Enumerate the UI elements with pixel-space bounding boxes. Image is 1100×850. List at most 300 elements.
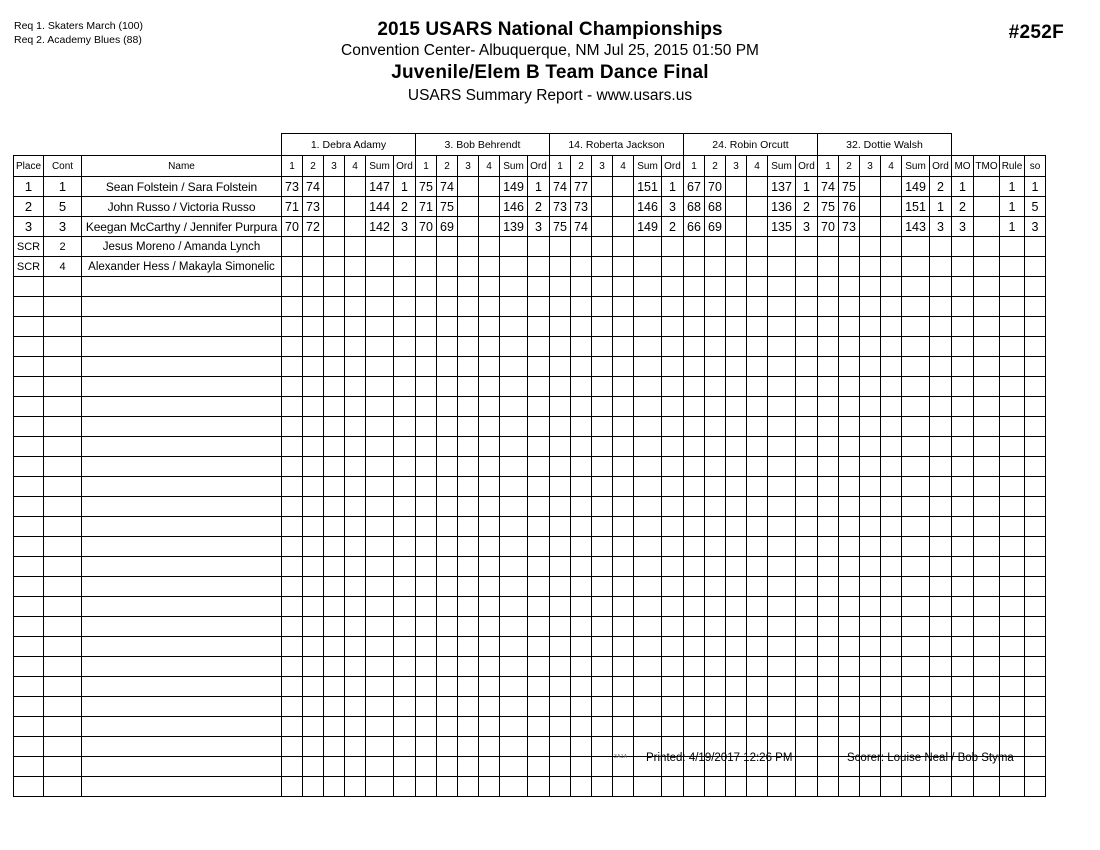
- cell-j3-s2: 77: [571, 177, 592, 197]
- cell-mo: [952, 557, 974, 577]
- cell-sum: [366, 397, 394, 417]
- cell-j4-ord: 2: [796, 197, 818, 217]
- cell-sum: [500, 577, 528, 597]
- cell-sum: [366, 277, 394, 297]
- cell-sum: [366, 457, 394, 477]
- cell-j3-ord: 1: [662, 177, 684, 197]
- cell-s4: [345, 317, 366, 337]
- empty-table-row[interactable]: [14, 377, 1046, 397]
- cell-ord: [796, 337, 818, 357]
- cell-s1: [282, 337, 303, 357]
- cell-s1: [416, 677, 437, 697]
- cell-name: [82, 297, 282, 317]
- empty-table-row[interactable]: [14, 437, 1046, 457]
- cell-s4: [747, 617, 768, 637]
- cell-s4: [479, 357, 500, 377]
- cell-ord: [796, 317, 818, 337]
- cell-s3: [458, 497, 479, 517]
- cell-s2: [839, 417, 860, 437]
- cell-ord: [796, 597, 818, 617]
- cell-mo: [952, 297, 974, 317]
- cell-s4: [479, 297, 500, 317]
- cell-s4: [345, 617, 366, 637]
- cell-s1: [416, 357, 437, 377]
- cell-s4: [747, 677, 768, 697]
- cell-sum: [768, 537, 796, 557]
- cell-cont: [44, 717, 82, 737]
- cell-j1-s2: 72: [303, 217, 324, 237]
- cell-mo: [952, 577, 974, 597]
- header-j2-sum: Sum: [500, 156, 528, 177]
- cell-tmo: [974, 777, 1000, 797]
- cell-s1: [416, 777, 437, 797]
- cell-sum: [634, 377, 662, 397]
- cell-j4-s1: [684, 237, 705, 257]
- cell-s1: [550, 657, 571, 677]
- cell-s3: [726, 397, 747, 417]
- cell-place: [14, 537, 44, 557]
- cell-rule: 1: [1000, 197, 1025, 217]
- report-subtitle: USARS Summary Report - www.usars.us: [407, 87, 693, 104]
- cell-s3: [592, 517, 613, 537]
- empty-table-row[interactable]: [14, 317, 1046, 337]
- cell-so: [1025, 637, 1046, 657]
- cell-s3: [458, 277, 479, 297]
- empty-table-row[interactable]: [14, 337, 1046, 357]
- cell-s2: [303, 617, 324, 637]
- cell-s2: [437, 477, 458, 497]
- cell-so: [1025, 237, 1046, 257]
- cell-s4: [479, 277, 500, 297]
- cell-j5-ord: [930, 257, 952, 277]
- cell-s4: [881, 337, 902, 357]
- cell-s4: [881, 457, 902, 477]
- cell-cont: 5: [44, 197, 82, 217]
- cell-name: [82, 537, 282, 557]
- cell-s2: [839, 597, 860, 617]
- cell-tmo: [974, 577, 1000, 597]
- cell-sum: [500, 617, 528, 637]
- cell-ord: [930, 317, 952, 337]
- cell-s2: [571, 697, 592, 717]
- cell-s3: [860, 497, 881, 517]
- cell-sum: [366, 697, 394, 717]
- cell-s1: [550, 597, 571, 617]
- cell-sum: [768, 677, 796, 697]
- empty-table-row[interactable]: [14, 697, 1046, 717]
- cell-s4: [479, 537, 500, 557]
- cell-s4: [613, 617, 634, 637]
- judge-name-5: 32. Dottie Walsh: [818, 134, 952, 156]
- cell-j1-s3: [324, 197, 345, 217]
- cell-s4: [613, 777, 634, 797]
- cell-s4: [747, 297, 768, 317]
- cell-j1-s4: [345, 237, 366, 257]
- cell-ord: [930, 497, 952, 517]
- cell-tmo: [974, 477, 1000, 497]
- cell-s2: [839, 277, 860, 297]
- cell-sum: [902, 357, 930, 377]
- header-tmo: TMO: [974, 156, 1000, 177]
- cell-j5-ord: 1: [930, 197, 952, 217]
- empty-table-row[interactable]: [14, 677, 1046, 697]
- cell-s3: [860, 457, 881, 477]
- cell-s4: [613, 317, 634, 337]
- cell-j4-ord: [796, 257, 818, 277]
- cell-s3: [860, 677, 881, 697]
- cell-rule: [1000, 617, 1025, 637]
- cell-cont: [44, 377, 82, 397]
- header-j4-3: 3: [726, 156, 747, 177]
- cell-sum: [500, 317, 528, 337]
- cell-rule: [1000, 237, 1025, 257]
- cell-s4: [345, 497, 366, 517]
- cell-ord: [662, 437, 684, 457]
- cell-s4: [747, 717, 768, 737]
- cell-place: [14, 597, 44, 617]
- cell-so: [1025, 417, 1046, 437]
- cell-sum: [768, 457, 796, 477]
- cell-s4: [479, 377, 500, 397]
- empty-table-row[interactable]: [14, 357, 1046, 377]
- cell-s3: [458, 397, 479, 417]
- header-j2-1: 1: [416, 156, 437, 177]
- cell-sum: [634, 677, 662, 697]
- cell-sum: [500, 697, 528, 717]
- cell-cont: [44, 637, 82, 657]
- cell-s1: [550, 517, 571, 537]
- cell-cont: [44, 297, 82, 317]
- cell-cont: 4: [44, 257, 82, 277]
- cell-name: Keegan McCarthy / Jennifer Purpura: [82, 217, 282, 237]
- cell-sum: [634, 437, 662, 457]
- printed-timestamp: Printed: 4/19/2017 12:26 PM: [646, 752, 793, 764]
- cell-ord: [662, 577, 684, 597]
- cell-j5-s2: [839, 257, 860, 277]
- cell-ord: [528, 417, 550, 437]
- cell-s1: [684, 477, 705, 497]
- empty-table-row[interactable]: [14, 277, 1046, 297]
- cell-s4: [881, 317, 902, 337]
- cell-ord: [394, 497, 416, 517]
- cell-sum: [634, 577, 662, 597]
- cell-s2: [571, 517, 592, 537]
- empty-table-row[interactable]: [14, 717, 1046, 737]
- cell-mo: 3: [952, 217, 974, 237]
- table-row[interactable]: [14, 237, 1046, 257]
- cell-j2-s2: [437, 257, 458, 277]
- cell-mo: [952, 517, 974, 537]
- cell-rule: [1000, 557, 1025, 577]
- table-row[interactable]: [14, 217, 1046, 237]
- cell-ord: [930, 637, 952, 657]
- cell-j5-s2: 76: [839, 197, 860, 217]
- cell-s4: [345, 417, 366, 437]
- cell-tmo: [974, 397, 1000, 417]
- cell-tmo: [974, 617, 1000, 637]
- cell-s2: [303, 277, 324, 297]
- cell-j3-s4: [613, 197, 634, 217]
- cell-rule: [1000, 517, 1025, 537]
- cell-s4: [345, 517, 366, 537]
- cell-rule: [1000, 437, 1025, 457]
- cell-tmo: [974, 497, 1000, 517]
- cell-ord: [796, 357, 818, 377]
- cell-s3: [860, 537, 881, 557]
- cell-s1: [282, 677, 303, 697]
- cell-s1: [684, 557, 705, 577]
- cell-s1: [282, 557, 303, 577]
- cell-sum: [500, 457, 528, 477]
- cell-s3: [324, 697, 345, 717]
- cell-ord: [796, 637, 818, 657]
- cell-sum: [768, 317, 796, 337]
- cell-j5-s4: [881, 237, 902, 257]
- cell-name: Sean Folstein / Sara Folstein: [82, 177, 282, 197]
- cell-s4: [613, 537, 634, 557]
- cell-s3: [324, 537, 345, 557]
- cell-s4: [881, 557, 902, 577]
- cell-s1: [684, 677, 705, 697]
- cell-sum: [768, 377, 796, 397]
- cell-ord: [796, 617, 818, 637]
- cell-ord: [528, 537, 550, 557]
- cell-s3: [726, 597, 747, 617]
- cell-s4: [345, 457, 366, 477]
- cell-s3: [458, 617, 479, 637]
- cell-name: [82, 317, 282, 337]
- empty-table-row[interactable]: [14, 397, 1046, 417]
- cell-s4: [881, 477, 902, 497]
- cell-s3: [592, 497, 613, 517]
- cell-s3: [860, 437, 881, 457]
- cell-s1: [684, 697, 705, 717]
- cell-sum: [768, 357, 796, 377]
- cell-s3: [458, 297, 479, 317]
- cell-ord: [662, 637, 684, 657]
- cell-s2: [839, 717, 860, 737]
- table-row[interactable]: [14, 257, 1046, 277]
- cell-s2: [839, 297, 860, 317]
- cell-s1: [550, 497, 571, 517]
- cell-s2: [303, 557, 324, 577]
- cell-sum: [634, 277, 662, 297]
- cell-s2: [839, 377, 860, 397]
- cell-j4-s4: [747, 257, 768, 277]
- cell-s4: [881, 597, 902, 617]
- cell-rule: [1000, 417, 1025, 437]
- cell-j5-s4: [881, 197, 902, 217]
- cell-s4: [479, 337, 500, 357]
- cell-s2: [705, 337, 726, 357]
- cell-s1: [416, 277, 437, 297]
- header-place: Place: [14, 156, 44, 177]
- cell-place: [14, 657, 44, 677]
- cell-s1: [818, 457, 839, 477]
- cell-ord: [796, 297, 818, 317]
- empty-table-row[interactable]: [14, 517, 1046, 537]
- cell-j1-sum: 142: [366, 217, 394, 237]
- cell-rule: [1000, 277, 1025, 297]
- cell-s1: [818, 697, 839, 717]
- cell-s4: [881, 777, 902, 797]
- cell-j3-s4: [613, 177, 634, 197]
- cell-s4: [881, 297, 902, 317]
- cell-rule: [1000, 257, 1025, 277]
- cell-j4-s2: 69: [705, 217, 726, 237]
- cell-place: [14, 697, 44, 717]
- cell-j2-s2: [437, 237, 458, 257]
- cell-s1: [282, 697, 303, 717]
- cell-sum: [366, 537, 394, 557]
- cell-s1: [684, 437, 705, 457]
- cell-j4-sum: 135: [768, 217, 796, 237]
- cell-s3: [860, 777, 881, 797]
- cell-rule: [1000, 397, 1025, 417]
- cell-s3: [592, 577, 613, 597]
- cell-j5-sum: 149: [902, 177, 930, 197]
- empty-table-row[interactable]: [14, 457, 1046, 477]
- empty-table-row[interactable]: [14, 637, 1046, 657]
- cell-s3: [860, 337, 881, 357]
- empty-table-row[interactable]: [14, 477, 1046, 497]
- cell-j3-s3: [592, 257, 613, 277]
- cell-s2: [571, 397, 592, 417]
- cell-s2: [437, 397, 458, 417]
- cell-s3: [860, 377, 881, 397]
- cell-cont: 2: [44, 237, 82, 257]
- cell-s4: [479, 497, 500, 517]
- cell-name: [82, 437, 282, 457]
- cell-ord: [394, 417, 416, 437]
- cell-name: [82, 577, 282, 597]
- header-j4-1: 1: [684, 156, 705, 177]
- cell-j2-s2: 69: [437, 217, 458, 237]
- table-row[interactable]: [14, 197, 1046, 217]
- cell-s2: [839, 777, 860, 797]
- cell-s4: [747, 777, 768, 797]
- cell-ord: [662, 657, 684, 677]
- cell-s2: [437, 697, 458, 717]
- cell-s4: [747, 397, 768, 417]
- cell-sum: [902, 377, 930, 397]
- cell-s4: [881, 617, 902, 637]
- cell-s3: [860, 477, 881, 497]
- cell-name: [82, 377, 282, 397]
- cell-sum: [366, 477, 394, 497]
- empty-table-row[interactable]: [14, 617, 1046, 637]
- cell-cont: [44, 617, 82, 637]
- cell-s3: [324, 297, 345, 317]
- cell-s1: [818, 377, 839, 397]
- cell-ord: [528, 277, 550, 297]
- cell-s2: [705, 537, 726, 557]
- cell-j1-sum: 147: [366, 177, 394, 197]
- cell-j3-s3: [592, 177, 613, 197]
- cell-j5-s4: [881, 217, 902, 237]
- cell-s1: [684, 517, 705, 537]
- cell-s4: [881, 397, 902, 417]
- cell-s3: [592, 677, 613, 697]
- cell-s1: [818, 497, 839, 517]
- cell-sum: [768, 297, 796, 317]
- cell-tmo: [974, 277, 1000, 297]
- empty-table-row[interactable]: [14, 557, 1046, 577]
- empty-table-row[interactable]: [14, 777, 1046, 797]
- cell-ord: [662, 677, 684, 697]
- cell-sum: [768, 557, 796, 577]
- cell-j4-sum: [768, 237, 796, 257]
- cell-j2-ord: [528, 237, 550, 257]
- cell-s4: [345, 337, 366, 357]
- cell-s3: [458, 577, 479, 597]
- cell-s3: [592, 317, 613, 337]
- cell-s3: [592, 457, 613, 477]
- cell-rule: 1: [1000, 217, 1025, 237]
- cell-s3: [458, 597, 479, 617]
- empty-table-row[interactable]: [14, 417, 1046, 437]
- cell-s2: [839, 517, 860, 537]
- cell-s3: [726, 537, 747, 557]
- cell-sum: [634, 517, 662, 537]
- cell-ord: [662, 277, 684, 297]
- judge-name-2: 3. Bob Behrendt: [416, 134, 550, 156]
- cell-s2: [437, 677, 458, 697]
- empty-table-row[interactable]: [14, 657, 1046, 677]
- cell-s3: [860, 277, 881, 297]
- cell-s3: [726, 457, 747, 477]
- cell-s4: [613, 477, 634, 497]
- cell-j1-s4: [345, 257, 366, 277]
- cell-s1: [818, 297, 839, 317]
- cell-ord: [528, 517, 550, 537]
- cell-s2: [705, 297, 726, 317]
- cell-s2: [705, 357, 726, 377]
- cell-ord: [394, 637, 416, 657]
- cell-s4: [747, 277, 768, 297]
- cell-ord: [796, 537, 818, 557]
- empty-table-row[interactable]: [14, 577, 1046, 597]
- empty-table-row[interactable]: [14, 497, 1046, 517]
- cell-ord: [528, 297, 550, 317]
- empty-table-row[interactable]: [14, 597, 1046, 617]
- cell-sum: [634, 457, 662, 477]
- cell-j4-s4: [747, 237, 768, 257]
- cell-ord: [394, 777, 416, 797]
- cell-j4-s3: [726, 237, 747, 257]
- cell-name: [82, 457, 282, 477]
- cell-s2: [839, 497, 860, 517]
- cell-s1: [550, 357, 571, 377]
- cell-ord: [528, 397, 550, 417]
- cell-j1-s3: [324, 257, 345, 277]
- cell-sum: [902, 437, 930, 457]
- cell-ord: [528, 637, 550, 657]
- empty-table-row[interactable]: [14, 537, 1046, 557]
- cell-j4-s3: [726, 177, 747, 197]
- cell-s2: [303, 317, 324, 337]
- cell-s2: [571, 297, 592, 317]
- empty-table-row[interactable]: [14, 297, 1046, 317]
- cell-sum: [634, 777, 662, 797]
- cell-s1: [818, 317, 839, 337]
- table-row[interactable]: [14, 177, 1046, 197]
- cell-sum: [902, 777, 930, 797]
- cell-rule: 1: [1000, 177, 1025, 197]
- cell-s3: [726, 277, 747, 297]
- cell-s1: [550, 637, 571, 657]
- cell-so: [1025, 337, 1046, 357]
